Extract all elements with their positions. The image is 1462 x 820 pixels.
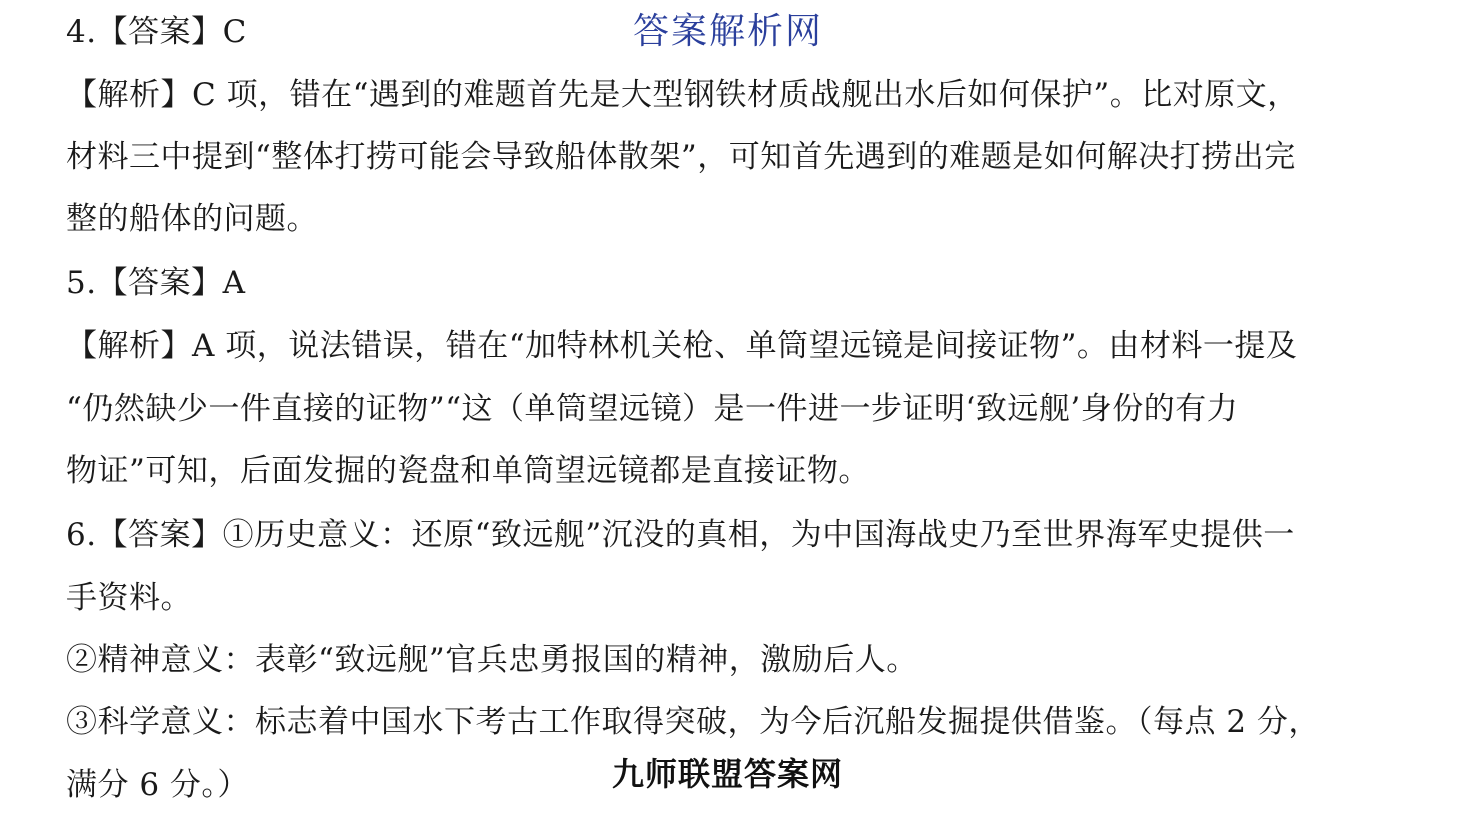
answer-6-line-3: ②精神意义：表彰“致远舰”官兵忠勇报国的精神，激励后人。 [66, 642, 918, 678]
answer-4-heading: 4.【答案】C [66, 14, 247, 50]
answer-4-analysis-line-3: 整的船体的问题。 [66, 201, 318, 237]
answer-6-line-5: 满分 6 分。） [66, 767, 249, 803]
answer-5-analysis-line-1: 【解析】A 项，说法错误，错在“加特林机关枪、单筒望远镜是间接证物”。由材料一提及 [66, 328, 1298, 364]
answer-5-analysis-line-3: 物证”可知，后面发掘的瓷盘和单筒望远镜都是直接证物。 [66, 453, 870, 489]
answer-6-line-4: ③科学意义：标志着中国水下考古工作取得突破，为今后沉船发掘提供借鉴。（每点 2 分， [66, 704, 1320, 740]
answer-6-line-1: 6.【答案】①历史意义：还原“致远舰”沉没的真相，为中国海战史乃至世界海军史提供一 [66, 517, 1295, 553]
answer-4-analysis-line-1: 【解析】C 项，错在“遇到的难题首先是大型钢铁材质战舰出水后如何保护”。比对原文， [66, 77, 1299, 113]
answer-5-heading: 5.【答案】A [66, 265, 246, 301]
answer-6-line-2: 手资料。 [66, 580, 192, 616]
watermark-bottom: 九师联盟答案网 [612, 755, 844, 793]
answer-5-analysis-line-2: “仍然缺少一件直接的证物”“这（单筒望远镜）是一件进一步证明‘致远舰’身份的有力 [66, 391, 1239, 427]
watermark-top: 答案解析网 [633, 11, 824, 52]
answer-4-analysis-line-2: 材料三中提到“整体打捞可能会导致船体散架”，可知首先遇到的难题是如何解决打捞出完 [66, 139, 1296, 175]
